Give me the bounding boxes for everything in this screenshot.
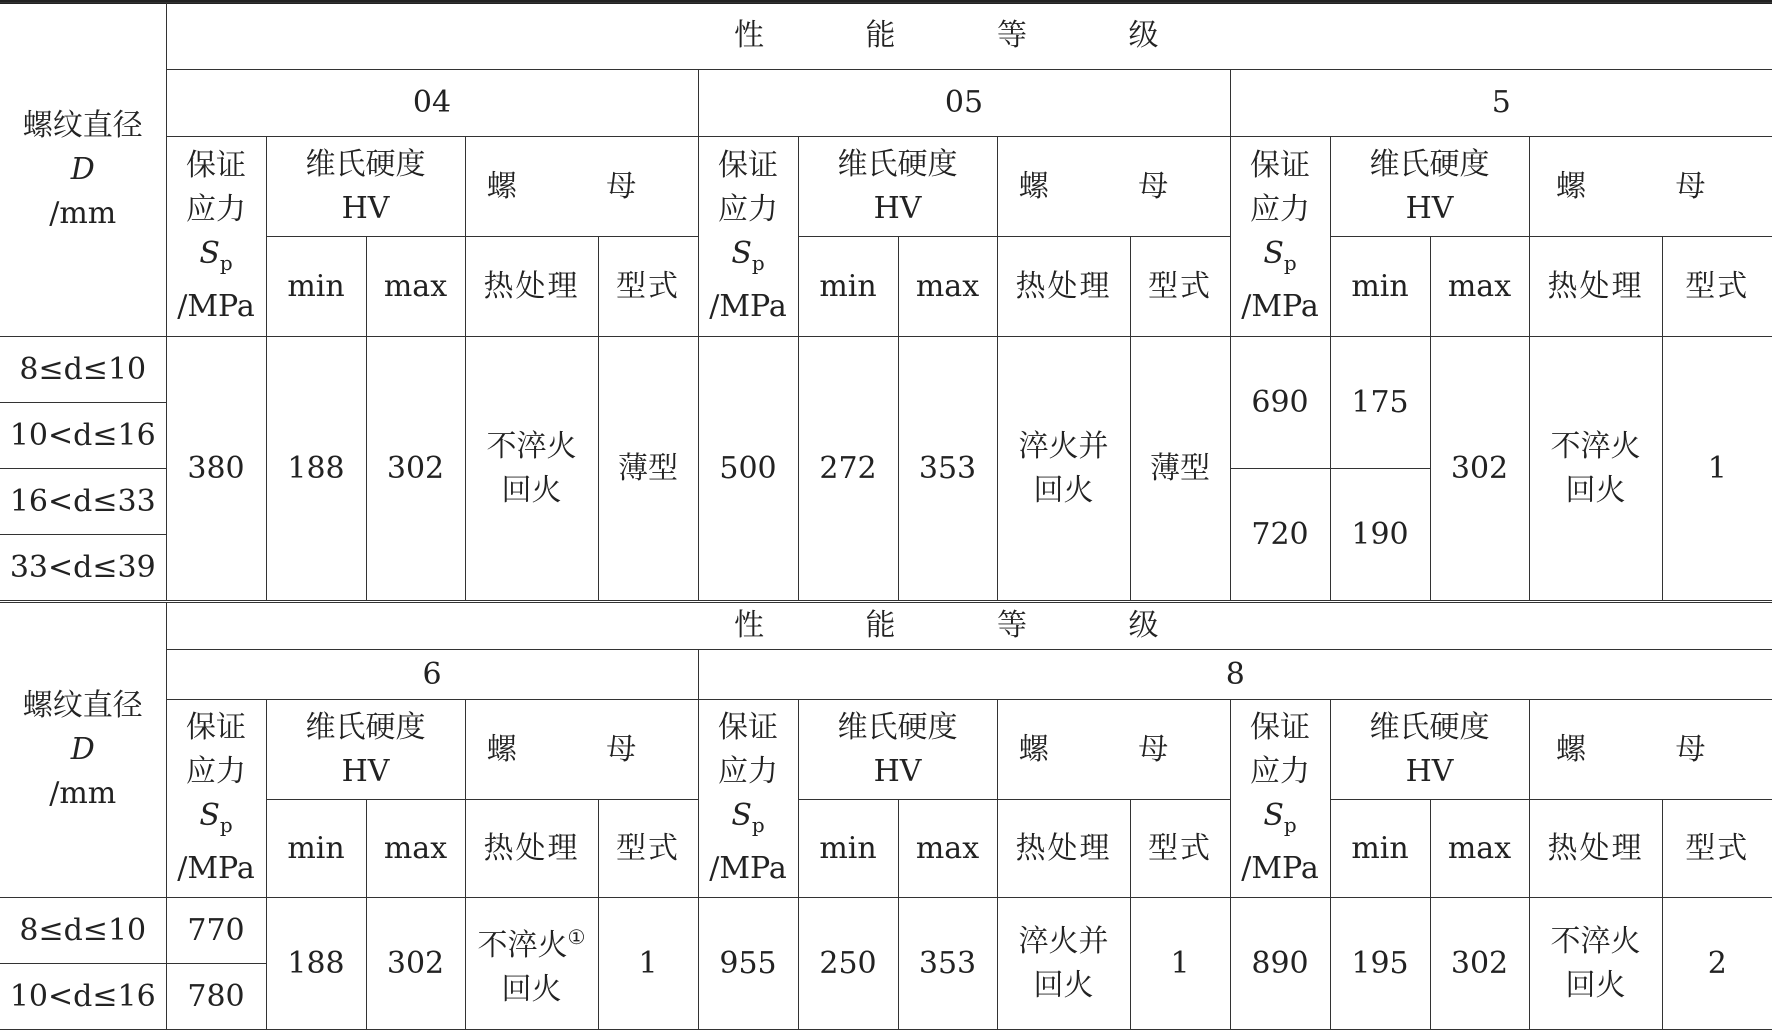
max-header: max	[1430, 237, 1529, 337]
g5-hv-max: 302	[1430, 337, 1529, 601]
diameter-range: 8≤d≤10	[0, 337, 166, 403]
grade-8-header: 8	[698, 650, 1772, 700]
g8a-hv-max: 353	[898, 898, 997, 1030]
g05-heat-treatment	[997, 337, 1130, 601]
grade-5-header: 5	[1230, 70, 1772, 137]
g04-hv-min: 188	[266, 337, 366, 601]
g04-hv-max: 302	[366, 337, 465, 601]
footnote-marker: ①	[567, 925, 586, 949]
type-header: 型式	[1130, 237, 1230, 337]
g5-proof-stress-b: 720	[1230, 469, 1330, 601]
heat-treatment-header: 热处理	[1529, 237, 1662, 337]
proof-stress-label-2: 应力	[1250, 192, 1310, 227]
hardness-label: 维氏硬度	[1369, 146, 1490, 182]
hardness-header	[798, 137, 997, 237]
min-header: min	[266, 800, 366, 898]
diameter-symbol: D	[70, 732, 95, 767]
performance-grade-header: 性 能 等 级	[166, 603, 1772, 650]
g6-hv-max: 302	[366, 898, 465, 1030]
type-header: 型式	[1662, 800, 1772, 898]
heat-line-1: 淬火并	[1018, 428, 1109, 464]
grade-04-header: 04	[166, 70, 698, 137]
proof-stress-label-1: 保证	[186, 148, 246, 183]
g8a-type: 1	[1130, 898, 1230, 1030]
sp-symbol: S	[199, 798, 220, 833]
diameter-label: 螺纹直径	[22, 688, 143, 723]
g6-type: 1	[598, 898, 698, 1030]
proof-stress-header	[166, 137, 266, 337]
g05-proof-stress: 500	[698, 337, 798, 601]
g05-hv-min: 272	[798, 337, 898, 601]
type-header: 型式	[598, 800, 698, 898]
hardness-header	[266, 700, 465, 800]
min-header: min	[798, 800, 898, 898]
g8b-proof-stress: 890	[1230, 898, 1330, 1030]
heat-line-1: 不淬火	[486, 428, 577, 464]
hardness-header	[798, 700, 997, 800]
type-header: 型式	[1662, 237, 1772, 337]
proof-stress-label-1: 保证	[186, 710, 246, 745]
hardness-unit: HV	[341, 753, 390, 789]
grade-05-header: 05	[698, 70, 1230, 137]
type-header: 型式	[1130, 800, 1230, 898]
g04-proof-stress: 380	[166, 337, 266, 601]
sp-subscript: p	[751, 251, 765, 275]
table-grades-04-05-5	[0, 2, 1772, 601]
heat-line-2: 回火	[1565, 967, 1626, 1003]
hardness-unit: HV	[341, 190, 390, 226]
diameter-header	[0, 3, 166, 337]
sp-subscript: p	[751, 813, 765, 837]
g04-heat-treatment	[465, 337, 598, 601]
hardness-label: 维氏硬度	[837, 146, 958, 182]
diameter-unit: /mm	[49, 776, 117, 811]
heat-treatment-header: 热处理	[465, 237, 598, 337]
nut-header: 螺 母	[465, 700, 698, 800]
type-header: 型式	[598, 237, 698, 337]
sp-unit: /MPa	[177, 851, 255, 886]
g5-hv-min-a: 175	[1330, 337, 1430, 469]
heat-line-1: 淬火并	[1018, 923, 1109, 959]
g05-type: 薄型	[1130, 337, 1230, 601]
heat-line-2: 回火	[501, 472, 562, 508]
g5-heat-treatment	[1529, 337, 1662, 601]
g5-type: 1	[1662, 337, 1772, 601]
diameter-symbol: D	[70, 151, 95, 187]
nut-header: 螺 母	[1529, 700, 1772, 800]
sp-symbol: S	[731, 236, 752, 271]
proof-stress-header	[1230, 700, 1330, 898]
proof-stress-label-1: 保证	[718, 148, 778, 183]
sp-symbol: S	[1263, 798, 1284, 833]
g8b-heat-treatment	[1529, 898, 1662, 1030]
hardness-label: 维氏硬度	[1369, 709, 1490, 745]
sp-subscript: p	[1283, 813, 1297, 837]
g8a-heat-treatment	[997, 898, 1130, 1030]
hardness-unit: HV	[873, 753, 922, 789]
sp-symbol: S	[199, 236, 220, 271]
proof-stress-label-1: 保证	[1250, 148, 1310, 183]
heat-line-2: 回火	[501, 972, 562, 1007]
nut-header: 螺 母	[1529, 137, 1772, 237]
hardness-unit: HV	[873, 190, 922, 226]
diameter-range: 8≤d≤10	[0, 898, 166, 964]
sp-subscript: p	[219, 813, 233, 837]
diameter-range: 16<d≤33	[0, 469, 166, 535]
heat-treatment-header: 热处理	[465, 800, 598, 898]
heat-line-2: 回火	[1033, 967, 1094, 1003]
hardness-header	[1330, 137, 1529, 237]
sp-symbol: S	[731, 798, 752, 833]
g04-type: 薄型	[598, 337, 698, 601]
proof-stress-label-1: 保证	[1250, 710, 1310, 745]
heat-treatment-header: 热处理	[1529, 800, 1662, 898]
sp-subscript: p	[219, 251, 233, 275]
g8b-hv-max: 302	[1430, 898, 1529, 1030]
hardness-unit: HV	[1405, 753, 1454, 789]
g6-proof-stress-b: 780	[166, 964, 266, 1030]
sp-unit: /MPa	[1241, 851, 1319, 886]
g6-heat-treatment	[465, 898, 598, 1030]
max-header: max	[1430, 800, 1529, 898]
heat-line-2: 回火	[1565, 472, 1626, 508]
g5-proof-stress-a: 690	[1230, 337, 1330, 469]
sp-unit: /MPa	[709, 851, 787, 886]
proof-stress-header	[1230, 137, 1330, 337]
diameter-header	[0, 603, 166, 898]
proof-stress-header	[698, 700, 798, 898]
proof-stress-label-2: 应力	[718, 192, 778, 227]
g05-hv-max: 353	[898, 337, 997, 601]
min-header: min	[1330, 800, 1430, 898]
performance-grade-header: 性 能 等 级	[166, 3, 1772, 70]
proof-stress-header	[698, 137, 798, 337]
proof-stress-label-2: 应力	[1250, 754, 1310, 789]
sp-unit: /MPa	[709, 289, 787, 324]
heat-line-2: 回火	[1033, 472, 1094, 508]
hardness-label: 维氏硬度	[305, 709, 426, 745]
g8b-hv-min: 195	[1330, 898, 1430, 1030]
nut-header: 螺 母	[997, 137, 1230, 237]
sp-symbol: S	[1263, 236, 1284, 271]
hardness-unit: HV	[1405, 190, 1454, 226]
max-header: max	[898, 237, 997, 337]
proof-stress-header	[166, 700, 266, 898]
hardness-header	[266, 137, 465, 237]
proof-stress-label-1: 保证	[718, 710, 778, 745]
min-header: min	[798, 237, 898, 337]
heat-treatment-header: 热处理	[997, 800, 1130, 898]
hardness-label: 维氏硬度	[837, 709, 958, 745]
proof-stress-label-2: 应力	[718, 754, 778, 789]
proof-stress-label-2: 应力	[186, 192, 246, 227]
diameter-unit: /mm	[49, 195, 117, 231]
max-header: max	[366, 800, 465, 898]
sp-unit: /MPa	[1241, 289, 1319, 324]
min-header: min	[266, 237, 366, 337]
nut-header: 螺 母	[997, 700, 1230, 800]
sp-unit: /MPa	[177, 289, 255, 324]
hardness-label: 维氏硬度	[305, 146, 426, 182]
sp-subscript: p	[1283, 251, 1297, 275]
heat-line-1: 不淬火	[1550, 923, 1641, 959]
diameter-range: 10<d≤16	[0, 964, 166, 1030]
diameter-range: 10<d≤16	[0, 403, 166, 469]
heat-line-1: 不淬火	[1550, 428, 1641, 464]
min-header: min	[1330, 237, 1430, 337]
heat-treatment-header: 热处理	[997, 237, 1130, 337]
max-header: max	[898, 800, 997, 898]
g8a-hv-min: 250	[798, 898, 898, 1030]
table-grades-6-8	[0, 602, 1772, 1030]
proof-stress-label-2: 应力	[186, 754, 246, 789]
diameter-range: 33<d≤39	[0, 535, 166, 601]
g6-proof-stress-a: 770	[166, 898, 266, 964]
g8a-proof-stress: 955	[698, 898, 798, 1030]
g5-hv-min-b: 190	[1330, 469, 1430, 601]
g8b-type: 2	[1662, 898, 1772, 1030]
nut-header: 螺 母	[465, 137, 698, 237]
hardness-header	[1330, 700, 1529, 800]
g6-hv-min: 188	[266, 898, 366, 1030]
heat-line-1: 不淬火	[477, 928, 568, 963]
max-header: max	[366, 237, 465, 337]
grade-6-header: 6	[166, 650, 698, 700]
diameter-label: 螺纹直径	[22, 107, 143, 143]
